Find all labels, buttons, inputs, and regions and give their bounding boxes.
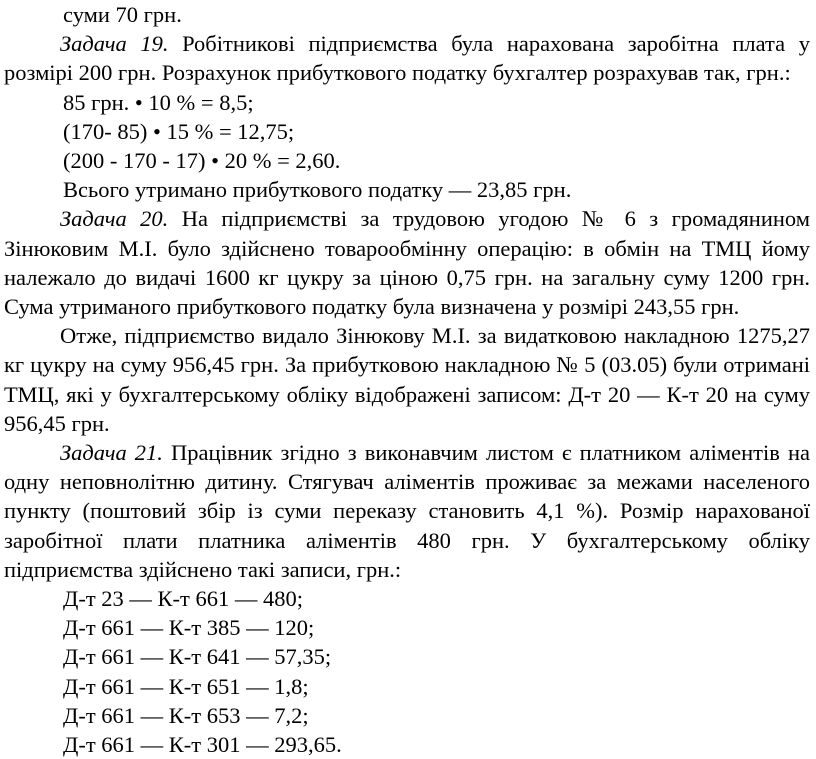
task-heading: Задача 20. (60, 206, 169, 232)
task-20-continuation-paragraph (4, 321, 810, 438)
accounting-entry-line (4, 701, 810, 730)
line-text: Д-т 23 — К-т 661 — 480; (63, 586, 304, 612)
text-line (4, 0, 810, 29)
accounting-entry-line (4, 642, 810, 671)
accounting-entry-line (4, 672, 810, 701)
accounting-entry-line (4, 730, 810, 759)
line-text: 85 грн. • 10 % = 8,5; (63, 89, 254, 115)
task-heading: Задача 21. (60, 440, 163, 466)
paragraph-text: Працівник згідно з виконавчим листом є платником аліментів на одну неповнолітню дитину. Стягувач аліментів проживає за межами населеного пункту (поштовий збір із суми переказу становить 4,1 %). Розмір нарахованої заробітної плати платника аліментів 480 грн. У бухгалтерському обліку підприємства здійснено такі записи, грн.: (4, 440, 810, 582)
paragraph-text: Робітникові підприємства була нарахована заробітна плата у розмірі 200 грн. Розрахунок прибуткового податку бухгалтер розрахував так, грн.: (4, 31, 810, 86)
line-text: Д-т 661 — К-т 651 — 1,8; (63, 673, 309, 699)
calculation-line (4, 146, 810, 175)
line-text: Д-т 661 — К-т 641 — 57,35; (63, 644, 332, 670)
line-text: (170- 85) • 15 % = 12,75; (63, 118, 295, 144)
task-heading: Задача 19. (60, 31, 169, 57)
accounting-entry-line (4, 584, 810, 613)
line-text: Д-т 661 — К-т 301 — 293,65. (63, 732, 342, 758)
line-text: Д-т 661 — К-т 653 — 7,2; (63, 702, 309, 728)
task-20-paragraph (4, 204, 810, 321)
task-19-paragraph (4, 29, 810, 87)
line-text: суми 70 грн. (63, 2, 182, 27)
calculation-line (4, 88, 810, 117)
calculation-line (4, 117, 810, 146)
line-text: Д-т 661 — К-т 385 — 120; (63, 615, 315, 641)
line-text: Всього утримано прибуткового податку — 23,85 грн. (63, 177, 572, 203)
line-text: (200 - 170 - 17) • 20 % = 2,60. (63, 148, 341, 174)
paragraph-text: Отже, підприємство видало Зінюкову М.І. за видатковою накладною 1275,27 кг цукру на суму 956,45 грн. За прибутковою накладною № 5 (03.05) були отримані ТМЦ, які у бухгалтерському обліку відображені записом: Д-т 20 — К-т 20 на суму 956,45 грн. (4, 323, 810, 436)
paragraph-text: На підприємстві за трудовою угодою № 6 з громадянином Зінюковим М.І. було здійснено товарообмінну операцію: в обмін на ТМЦ йому належало до видачі 1600 кг цукру за ціною 0,75 грн. на загальну суму 1200 грн. Сума утриманого прибуткового податку була визначена у розмірі 243,55 грн. (4, 206, 810, 320)
task-21-paragraph (4, 438, 810, 584)
total-line (4, 175, 810, 204)
accounting-entry-line (4, 613, 810, 642)
